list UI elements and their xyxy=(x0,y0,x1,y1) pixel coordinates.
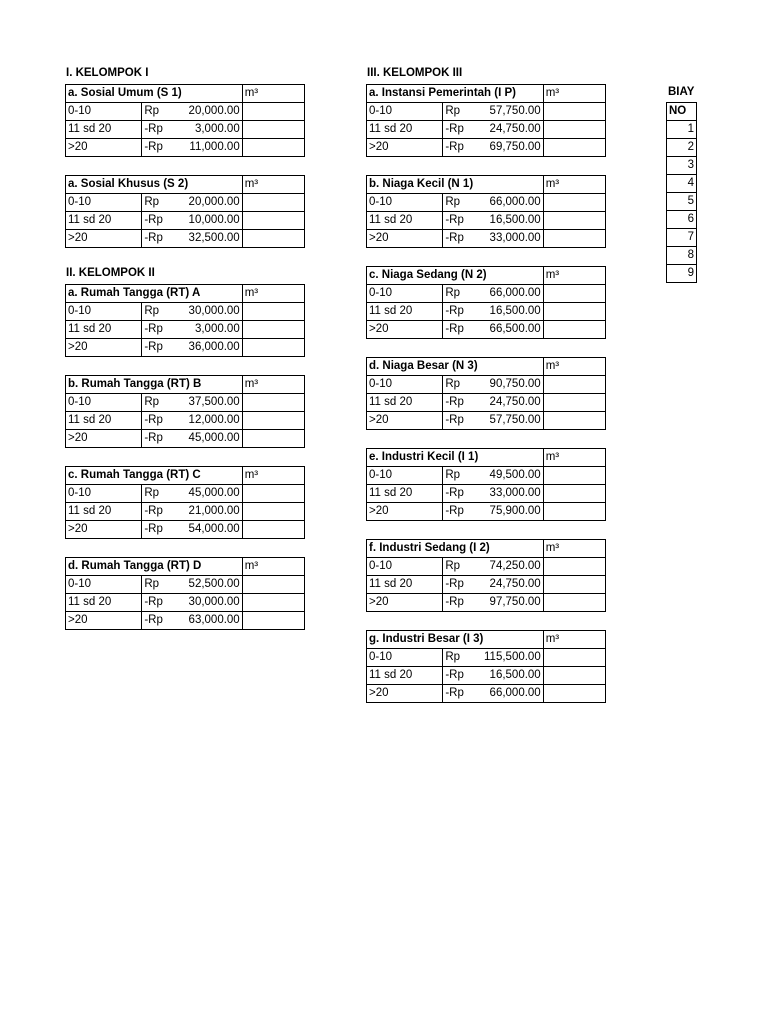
amount-value: 20,000.00 xyxy=(188,196,240,208)
empty-cell[interactable] xyxy=(543,667,605,685)
currency-prefix: -Rp xyxy=(144,214,163,226)
empty-cell[interactable] xyxy=(543,121,605,139)
currency-prefix: -Rp xyxy=(445,596,464,608)
unit-cell[interactable]: m³ xyxy=(543,85,605,103)
currency-prefix: -Rp xyxy=(144,123,163,135)
usage-range-cell[interactable]: >20 xyxy=(367,412,443,430)
empty-cell[interactable] xyxy=(242,339,304,357)
usage-range-cell[interactable]: >20 xyxy=(66,612,142,630)
amount-value: 66,000.00 xyxy=(489,287,541,299)
rate-table xyxy=(65,84,305,157)
usage-range-cell[interactable]: 11 sd 20 xyxy=(66,412,142,430)
side-number-cell[interactable]: 9 xyxy=(667,265,697,283)
tariff-category-title[interactable]: c. Rumah Tangga (RT) C xyxy=(66,467,142,485)
side-number-cell[interactable]: 7 xyxy=(667,229,697,247)
side-number-cell[interactable]: 3 xyxy=(667,157,697,175)
empty-cell[interactable] xyxy=(543,103,605,121)
rate-table xyxy=(65,284,305,357)
usage-range-cell[interactable]: 11 sd 20 xyxy=(66,212,142,230)
side-number-row xyxy=(667,193,697,211)
amount-cell[interactable] xyxy=(142,212,242,230)
usage-range-cell[interactable]: 11 sd 20 xyxy=(367,212,443,230)
tariff-category-title[interactable]: a. Sosial Umum (S 1) xyxy=(66,85,142,103)
amount-cell[interactable] xyxy=(142,430,242,448)
usage-range-cell[interactable]: 0-10 xyxy=(66,394,142,412)
rate-table xyxy=(366,448,606,521)
empty-cell[interactable] xyxy=(543,467,605,485)
amount-cell[interactable] xyxy=(443,321,543,339)
usage-range-cell[interactable]: >20 xyxy=(367,139,443,157)
usage-range-cell[interactable]: 11 sd 20 xyxy=(66,594,142,612)
currency-prefix: -Rp xyxy=(445,687,464,699)
table-row xyxy=(367,685,606,703)
tariff-category-title[interactable]: g. Industri Besar (I 3) xyxy=(367,631,443,649)
unit-cell[interactable]: m³ xyxy=(543,176,605,194)
empty-cell[interactable] xyxy=(543,503,605,521)
currency-prefix: Rp xyxy=(445,105,461,117)
amount-value: 24,750.00 xyxy=(489,396,541,408)
side-number-row xyxy=(667,211,697,229)
table-row xyxy=(367,649,606,667)
table-row xyxy=(66,139,305,157)
amount-value: 33,000.00 xyxy=(489,232,541,244)
amount-value: 24,750.00 xyxy=(489,578,541,590)
rate-table xyxy=(366,175,606,248)
unit-cell[interactable]: m³ xyxy=(242,558,304,576)
amount-value: 90,750.00 xyxy=(489,378,541,390)
empty-cell[interactable] xyxy=(543,212,605,230)
amount-value: 63,000.00 xyxy=(188,614,240,626)
table-row xyxy=(66,121,305,139)
amount-cell[interactable] xyxy=(142,594,242,612)
group-heading-1: I. KELOMPOK I xyxy=(66,67,149,79)
table-row xyxy=(367,376,606,394)
side-number-table xyxy=(666,102,697,283)
rate-table xyxy=(366,266,606,339)
table-row xyxy=(66,430,305,448)
unit-cell[interactable]: m³ xyxy=(242,176,304,194)
amount-cell[interactable] xyxy=(443,467,543,485)
currency-prefix: -Rp xyxy=(445,505,464,517)
empty-cell[interactable] xyxy=(242,430,304,448)
usage-range-cell[interactable]: 0-10 xyxy=(367,649,443,667)
amount-cell[interactable] xyxy=(142,121,242,139)
table-row xyxy=(66,194,305,212)
table-row xyxy=(367,558,606,576)
tariff-category-title[interactable]: a. Instansi Pemerintah (I P) xyxy=(367,85,443,103)
amount-cell[interactable] xyxy=(443,576,543,594)
usage-range-cell[interactable]: >20 xyxy=(367,503,443,521)
usage-range-cell[interactable]: >20 xyxy=(66,339,142,357)
empty-cell[interactable] xyxy=(543,194,605,212)
tariff-category-title[interactable]: e. Industri Kecil (I 1) xyxy=(367,449,443,467)
amount-value: 10,000.00 xyxy=(188,214,240,226)
currency-prefix: -Rp xyxy=(144,341,163,353)
currency-prefix: Rp xyxy=(445,651,461,663)
usage-range-cell[interactable]: >20 xyxy=(66,230,142,248)
empty-cell[interactable] xyxy=(543,594,605,612)
side-number-cell[interactable]: 4 xyxy=(667,175,697,193)
side-number-cell[interactable]: 1 xyxy=(667,121,697,139)
usage-range-cell[interactable]: 0-10 xyxy=(66,303,142,321)
amount-cell[interactable] xyxy=(443,376,543,394)
table-row xyxy=(66,612,305,630)
currency-prefix: -Rp xyxy=(445,141,464,153)
usage-range-cell[interactable]: >20 xyxy=(367,594,443,612)
amount-cell[interactable] xyxy=(443,212,543,230)
usage-range-cell[interactable]: 11 sd 20 xyxy=(66,321,142,339)
rate-table xyxy=(65,466,305,539)
amount-cell[interactable] xyxy=(142,485,242,503)
amount-cell[interactable] xyxy=(142,394,242,412)
rate-table xyxy=(65,557,305,630)
table-row xyxy=(367,576,606,594)
table-row xyxy=(367,194,606,212)
amount-cell[interactable] xyxy=(443,121,543,139)
unit-cell[interactable]: m³ xyxy=(543,540,605,558)
rate-table xyxy=(366,539,606,612)
amount-value: 54,000.00 xyxy=(188,523,240,535)
empty-cell[interactable] xyxy=(543,558,605,576)
amount-cell[interactable] xyxy=(443,394,543,412)
tariff-category-title[interactable]: b. Rumah Tangga (RT) B xyxy=(66,376,142,394)
amount-value: 16,500.00 xyxy=(489,669,541,681)
amount-value: 37,500.00 xyxy=(188,396,240,408)
side-number-cell[interactable]: 5 xyxy=(667,193,697,211)
currency-prefix: -Rp xyxy=(445,414,464,426)
table-row xyxy=(66,212,305,230)
side-number-row xyxy=(667,265,697,283)
amount-cell[interactable] xyxy=(443,649,543,667)
rate-table xyxy=(366,357,606,430)
amount-value: 30,000.00 xyxy=(188,305,240,317)
empty-cell[interactable] xyxy=(242,394,304,412)
currency-prefix: Rp xyxy=(445,196,461,208)
usage-range-cell[interactable]: 0-10 xyxy=(66,194,142,212)
tariff-category-title[interactable]: c. Niaga Sedang (N 2) xyxy=(367,267,443,285)
amount-cell[interactable] xyxy=(142,139,242,157)
empty-cell[interactable] xyxy=(242,194,304,212)
amount-cell[interactable] xyxy=(443,230,543,248)
table-row xyxy=(367,485,606,503)
rate-table xyxy=(65,375,305,448)
empty-cell[interactable] xyxy=(242,212,304,230)
currency-prefix: -Rp xyxy=(445,305,464,317)
table-row xyxy=(66,576,305,594)
amount-cell[interactable] xyxy=(443,139,543,157)
currency-prefix: -Rp xyxy=(144,523,163,535)
currency-prefix: Rp xyxy=(144,487,160,499)
side-number-cell[interactable]: 6 xyxy=(667,211,697,229)
amount-value: 21,000.00 xyxy=(188,505,240,517)
tariff-category-title[interactable]: b. Niaga Kecil (N 1) xyxy=(367,176,443,194)
usage-range-cell[interactable]: 11 sd 20 xyxy=(66,121,142,139)
usage-range-cell[interactable]: 0-10 xyxy=(367,194,443,212)
empty-cell[interactable] xyxy=(543,321,605,339)
currency-prefix: -Rp xyxy=(445,214,464,226)
table-row xyxy=(66,412,305,430)
amount-cell[interactable] xyxy=(142,503,242,521)
tariff-category-title[interactable]: a. Rumah Tangga (RT) A xyxy=(66,285,142,303)
currency-prefix: -Rp xyxy=(144,414,163,426)
unit-cell[interactable]: m³ xyxy=(543,358,605,376)
currency-prefix: -Rp xyxy=(445,396,464,408)
amount-value: 30,000.00 xyxy=(188,596,240,608)
amount-value: 66,500.00 xyxy=(489,323,541,335)
table-row xyxy=(367,594,606,612)
table-row xyxy=(66,103,305,121)
currency-prefix: -Rp xyxy=(445,232,464,244)
table-row xyxy=(367,394,606,412)
amount-value: 36,000.00 xyxy=(188,341,240,353)
table-row xyxy=(66,303,305,321)
empty-cell[interactable] xyxy=(242,121,304,139)
side-number-row xyxy=(667,139,697,157)
table-row xyxy=(367,503,606,521)
amount-value: 49,500.00 xyxy=(489,469,541,481)
table-row xyxy=(66,521,305,539)
currency-prefix: Rp xyxy=(144,196,160,208)
table-row xyxy=(66,594,305,612)
amount-value: 97,750.00 xyxy=(489,596,541,608)
rate-table xyxy=(366,84,606,157)
amount-cell[interactable] xyxy=(142,521,242,539)
usage-range-cell[interactable]: 0-10 xyxy=(66,576,142,594)
currency-prefix: -Rp xyxy=(445,323,464,335)
amount-value: 66,000.00 xyxy=(489,687,541,699)
unit-cell[interactable]: m³ xyxy=(242,285,304,303)
tariff-category-title[interactable]: a. Sosial Khusus (S 2) xyxy=(66,176,142,194)
usage-range-cell[interactable]: 0-10 xyxy=(66,103,142,121)
table-row xyxy=(66,503,305,521)
tariff-category-title[interactable]: d. Niaga Besar (N 3) xyxy=(367,358,443,376)
table-row xyxy=(367,103,606,121)
usage-range-cell[interactable]: >20 xyxy=(367,230,443,248)
table-row xyxy=(66,230,305,248)
amount-value: 45,000.00 xyxy=(188,432,240,444)
amount-value: 45,000.00 xyxy=(188,487,240,499)
table-row xyxy=(367,321,606,339)
currency-prefix: Rp xyxy=(445,560,461,572)
usage-range-cell[interactable]: >20 xyxy=(367,685,443,703)
amount-value: 3,000.00 xyxy=(194,323,240,335)
amount-cell[interactable] xyxy=(443,685,543,703)
amount-cell[interactable] xyxy=(443,594,543,612)
usage-range-cell[interactable]: 11 sd 20 xyxy=(367,485,443,503)
currency-prefix: Rp xyxy=(445,287,461,299)
amount-value: 11,000.00 xyxy=(189,141,240,153)
rate-table xyxy=(65,175,305,248)
amount-cell[interactable] xyxy=(142,612,242,630)
table-row xyxy=(367,230,606,248)
usage-range-cell[interactable]: 0-10 xyxy=(367,376,443,394)
table-row xyxy=(367,412,606,430)
amount-value: 52,500.00 xyxy=(188,578,240,590)
currency-prefix: -Rp xyxy=(144,232,163,244)
tariff-category-title[interactable]: d. Rumah Tangga (RT) D xyxy=(66,558,142,576)
usage-range-cell[interactable]: 0-10 xyxy=(367,103,443,121)
empty-cell[interactable] xyxy=(543,485,605,503)
group-heading-2: II. KELOMPOK II xyxy=(66,267,155,279)
group-heading-3: III. KELOMPOK III xyxy=(367,67,463,79)
unit-cell[interactable]: m³ xyxy=(543,631,605,649)
table-row xyxy=(367,121,606,139)
table-row xyxy=(367,285,606,303)
amount-value: 16,500.00 xyxy=(489,214,541,226)
empty-cell[interactable] xyxy=(543,230,605,248)
amount-value: 74,250.00 xyxy=(489,560,541,572)
table-row xyxy=(66,485,305,503)
table-row xyxy=(66,339,305,357)
currency-prefix: -Rp xyxy=(144,505,163,517)
usage-range-cell[interactable]: 11 sd 20 xyxy=(367,121,443,139)
currency-prefix: -Rp xyxy=(445,487,464,499)
amount-cell[interactable] xyxy=(443,303,543,321)
currency-prefix: -Rp xyxy=(144,323,163,335)
currency-prefix: Rp xyxy=(445,469,461,481)
empty-cell[interactable] xyxy=(543,685,605,703)
currency-prefix: -Rp xyxy=(144,596,163,608)
currency-prefix: Rp xyxy=(144,396,160,408)
empty-cell[interactable] xyxy=(543,139,605,157)
currency-prefix: -Rp xyxy=(144,141,163,153)
table-row xyxy=(367,667,606,685)
amount-cell[interactable] xyxy=(142,412,242,430)
currency-prefix: Rp xyxy=(144,578,160,590)
empty-cell[interactable] xyxy=(242,503,304,521)
currency-prefix: -Rp xyxy=(144,432,163,444)
empty-cell[interactable] xyxy=(543,649,605,667)
amount-value: 32,500.00 xyxy=(188,232,240,244)
amount-cell[interactable] xyxy=(443,194,543,212)
amount-cell[interactable] xyxy=(443,412,543,430)
side-table-title: BIAY xyxy=(668,86,695,98)
usage-range-cell[interactable]: >20 xyxy=(66,521,142,539)
currency-prefix: Rp xyxy=(445,378,461,390)
currency-prefix: -Rp xyxy=(144,614,163,626)
empty-cell[interactable] xyxy=(242,521,304,539)
side-number-row xyxy=(667,175,697,193)
currency-prefix: Rp xyxy=(144,105,160,117)
amount-cell[interactable] xyxy=(142,103,242,121)
amount-cell[interactable] xyxy=(443,503,543,521)
table-row xyxy=(66,394,305,412)
unit-cell[interactable]: m³ xyxy=(242,467,304,485)
usage-range-cell[interactable]: 11 sd 20 xyxy=(367,576,443,594)
amount-value: 3,000.00 xyxy=(194,123,240,135)
empty-cell[interactable] xyxy=(242,485,304,503)
empty-cell[interactable] xyxy=(543,412,605,430)
usage-range-cell[interactable]: 0-10 xyxy=(367,285,443,303)
unit-cell[interactable]: m³ xyxy=(242,85,304,103)
amount-value: 16,500.00 xyxy=(489,305,541,317)
rate-table xyxy=(366,630,606,703)
amount-cell[interactable] xyxy=(142,194,242,212)
empty-cell[interactable] xyxy=(242,594,304,612)
amount-value: 20,000.00 xyxy=(188,105,240,117)
empty-cell[interactable] xyxy=(543,394,605,412)
amount-value: 75,900.00 xyxy=(489,505,541,517)
usage-range-cell[interactable]: 11 sd 20 xyxy=(367,394,443,412)
currency-prefix: -Rp xyxy=(445,123,464,135)
empty-cell[interactable] xyxy=(543,576,605,594)
amount-value: 57,750.00 xyxy=(489,414,541,426)
tariff-category-title[interactable]: f. Industri Sedang (I 2) xyxy=(367,540,443,558)
usage-range-cell[interactable]: >20 xyxy=(66,139,142,157)
usage-range-cell[interactable]: 0-10 xyxy=(367,467,443,485)
side-number-row xyxy=(667,157,697,175)
amount-value: 66,000.00 xyxy=(489,196,541,208)
empty-cell[interactable] xyxy=(543,303,605,321)
side-number-row xyxy=(667,229,697,247)
unit-cell[interactable]: m³ xyxy=(543,449,605,467)
amount-cell[interactable] xyxy=(142,303,242,321)
amount-value: 33,000.00 xyxy=(489,487,541,499)
empty-cell[interactable] xyxy=(242,303,304,321)
usage-range-cell[interactable]: 11 sd 20 xyxy=(66,503,142,521)
empty-cell[interactable] xyxy=(543,285,605,303)
usage-range-cell[interactable]: >20 xyxy=(66,430,142,448)
empty-cell[interactable] xyxy=(242,230,304,248)
amount-value: 57,750.00 xyxy=(489,105,541,117)
usage-range-cell[interactable]: 0-10 xyxy=(66,485,142,503)
side-number-cell[interactable]: 2 xyxy=(667,139,697,157)
amount-cell[interactable] xyxy=(142,230,242,248)
side-header-cell[interactable]: NO xyxy=(667,103,697,121)
amount-value: 115,500.00 xyxy=(484,651,541,663)
side-number-row xyxy=(667,121,697,139)
currency-prefix: -Rp xyxy=(445,669,464,681)
amount-value: 12,000.00 xyxy=(188,414,240,426)
table-row xyxy=(367,303,606,321)
empty-cell[interactable] xyxy=(242,321,304,339)
unit-cell[interactable]: m³ xyxy=(543,267,605,285)
usage-range-cell[interactable]: >20 xyxy=(367,321,443,339)
amount-value: 24,750.00 xyxy=(489,123,541,135)
table-row xyxy=(367,467,606,485)
table-row xyxy=(367,212,606,230)
currency-prefix: -Rp xyxy=(445,578,464,590)
currency-prefix: Rp xyxy=(144,305,160,317)
amount-cell[interactable] xyxy=(142,321,242,339)
table-row xyxy=(66,321,305,339)
empty-cell[interactable] xyxy=(242,576,304,594)
empty-cell[interactable] xyxy=(242,612,304,630)
empty-cell[interactable] xyxy=(543,376,605,394)
usage-range-cell[interactable]: 11 sd 20 xyxy=(367,303,443,321)
empty-cell[interactable] xyxy=(242,103,304,121)
empty-cell[interactable] xyxy=(242,139,304,157)
amount-cell[interactable] xyxy=(443,103,543,121)
usage-range-cell[interactable]: 0-10 xyxy=(367,558,443,576)
side-number-row xyxy=(667,247,697,265)
amount-cell[interactable] xyxy=(142,576,242,594)
amount-cell[interactable] xyxy=(142,339,242,357)
amount-cell[interactable] xyxy=(443,485,543,503)
usage-range-cell[interactable]: 11 sd 20 xyxy=(367,667,443,685)
table-row xyxy=(367,139,606,157)
amount-value: 69,750.00 xyxy=(489,141,541,153)
empty-cell[interactable] xyxy=(242,412,304,430)
amount-cell[interactable] xyxy=(443,558,543,576)
side-number-cell[interactable]: 8 xyxy=(667,247,697,265)
amount-cell[interactable] xyxy=(443,285,543,303)
amount-cell[interactable] xyxy=(443,667,543,685)
unit-cell[interactable]: m³ xyxy=(242,376,304,394)
